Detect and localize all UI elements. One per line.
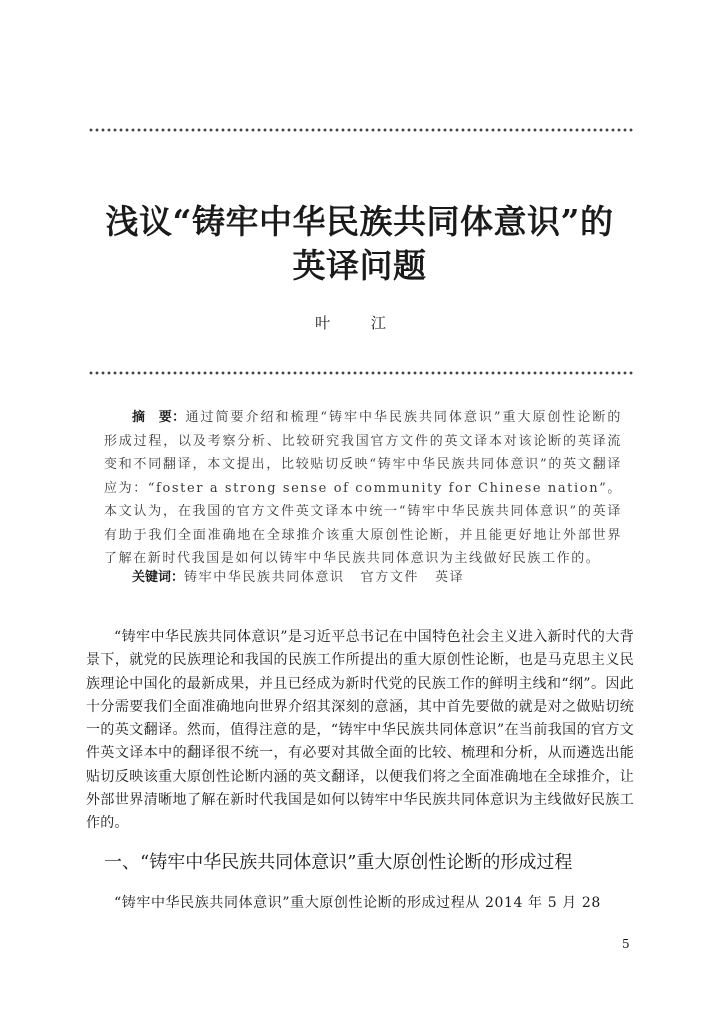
keywords-label: 关键词： <box>132 570 185 585</box>
intro-paragraph-text: “铸牢中华民族共同体意识”是习近平总书记在中国特色社会主义进入新时代的大背景下，就党的民族理论和我国的民族工作所提出的重大原创性论断，也是马克思主义民族理论中国化的最新成果，并且已经成为新时代党的民族工作的鲜明主线和“纲”。因此十分需要我们全面准确地向世界介绍其深刻的意涵，其中首先要做的就是对之做贴切统一的英文翻译。然而，值得注意的是，“铸牢中华民族共同体意识”在当前我国的官方文件英文译本中的翻译很不统一，有必要对其做全面的比较、梳理和分析，从而遴选出能贴切反映该重大原创性论断内涵的英文翻译，以便我们将之全面准确地在全球推介，让外部世界清晰地了解在新时代我国是如何以铸牢中华民族共同体意识为主线做好民族工作的。 <box>86 629 634 832</box>
section-heading-1: 一、“铸牢中华民族共同体意识”重大原创性论断的形成过程 <box>104 852 573 873</box>
section-1-first-line: “铸牢中华民族共同体意识”重大原创性论断的形成过程从 2014 年 5 月 28 <box>114 895 601 911</box>
author-name: 叶 江 <box>315 314 404 332</box>
abstract-text: 通过简要介绍和梳理“铸牢中华民族共同体意识”重大原创性论断的形成过程，以及考察分析、比较研究我国官方文件的英文译本对该论断的英译流变和不同翻译，本文提出，比较贴切反映“铸牢中华民族共同体意识”的英文翻译应为：“foster a strong sense of community for Chinese nation”。本文认为，在我国的官方文件英文译本中统一“铸牢中华民族共同体意识”的英译有助于我们全面准确地在全球推介该重大原创性论断，并且能更好地让外部世界了解在新时代我国是如何以铸牢中华民族共同体意识为主线做好民族工作的。 <box>104 410 623 566</box>
article-title <box>60 200 659 288</box>
title-line-1: 浅议“铸牢中华民族共同体意识”的 <box>105 202 614 241</box>
middle-ornamental-border <box>88 370 633 376</box>
keywords <box>132 567 622 589</box>
page-number: 5 <box>622 937 630 951</box>
intro-paragraph <box>86 626 634 836</box>
keyword-item: 英译 <box>435 570 465 585</box>
keyword-item: 官方文件 <box>360 570 420 585</box>
keyword-item: 铸牢中华民族共同体意识 <box>184 570 345 585</box>
top-ornamental-border <box>88 127 633 133</box>
abstract <box>104 406 622 571</box>
abstract-label: 摘 要： <box>132 410 186 425</box>
title-line-2: 英译问题 <box>292 246 427 285</box>
